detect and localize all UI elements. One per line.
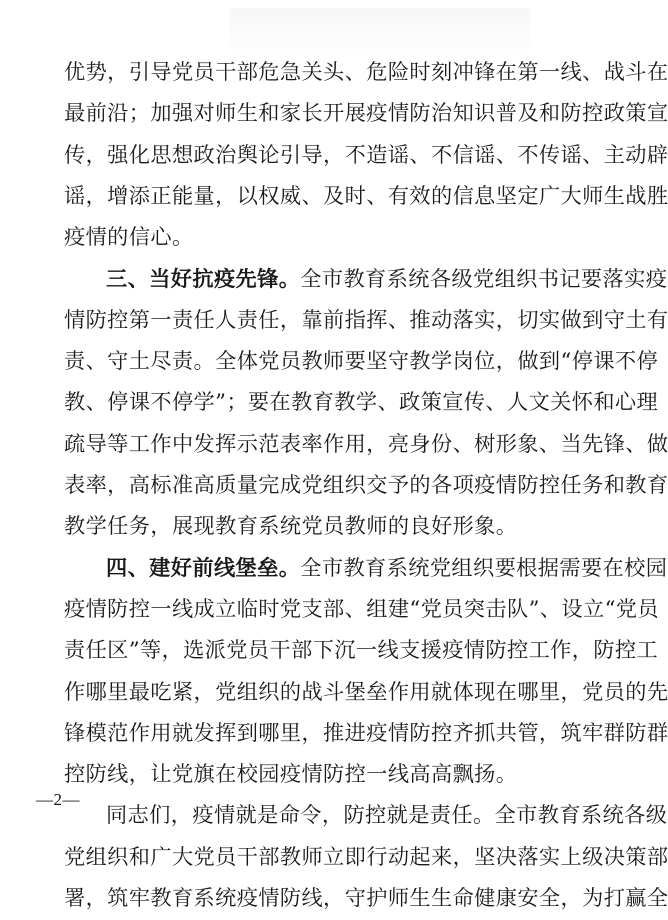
- text-line: 最前沿；加强对师生和家长开展疫情防治知识普及和防控政策宣: [64, 100, 668, 125]
- text-line: 教学任务，展现教育系统党员教师的良好形象。: [64, 513, 518, 538]
- show-through-shadow: [230, 8, 530, 56]
- text-line: 疫情的信心。: [64, 224, 194, 249]
- section-3-heading: 三、当好抗疫先锋。: [106, 266, 301, 291]
- section-3-text: 全市教育系统各级党组织书记要落实疫: [300, 266, 668, 291]
- text-line: 表率，高标准高质量完成党组织交予的各项疫情防控任务和教育: [64, 472, 668, 497]
- text-line: 传，强化思想政治舆论引导，不造谣、不信谣、不传谣、主动辟: [64, 142, 668, 167]
- section-4-text: 全市教育系统党组织要根据需要在校园: [300, 555, 668, 580]
- text-line: 责任区”等，选派党员干部下沉一线支援疫情防控工作，防控工: [64, 637, 659, 662]
- text-line: 疫情防控一线成立临时党支部、组建“党员突击队”、设立“党员: [64, 596, 659, 621]
- text-line: 党组织和广大党员干部教师立即行动起来，坚决落实上级决策部: [64, 844, 668, 869]
- text-line: 控防线，让党旗在校园疫情防控一线高高飘扬。: [64, 761, 518, 786]
- section-4-first-line: [106, 546, 668, 590]
- text-line: 署，筑牢教育系统疫情防线，守护师生生命健康安全，为打赢全: [64, 885, 668, 910]
- section-3-first-line: [106, 257, 668, 301]
- text-line: 责、守土尽责。全体党员教师要坚守教学岗位，做到“停课不停: [64, 348, 659, 373]
- closing-first-line: 同志们，疫情就是命令，防控就是责任。全市教育系统各级: [106, 802, 668, 827]
- text-line: 谣，增添正能量，以权威、及时、有效的信息坚定广大师生战胜: [64, 183, 668, 208]
- text-line: 情防控第一责任人责任，靠前指挥、推动落实，切实做到守土有: [64, 307, 668, 332]
- section-4-heading: 四、建好前线堡垒。: [106, 555, 301, 580]
- text-line: 优势，引导党员干部危急关头、危险时刻冲锋在第一线、战斗在: [64, 59, 668, 84]
- page-number: —2—: [36, 790, 80, 809]
- text-line: 作哪里最吃紧，党组织的战斗堡垒作用就体现在哪里，党员的先: [64, 679, 668, 704]
- text-line: 锋模范作用就发挥到哪里，推进疫情防控齐抓共管，筑牢群防群: [64, 720, 668, 745]
- text-line: 教、停课不停学”；要在教育教学、政策宣传、人文关怀和心理: [64, 389, 659, 414]
- text-line: 疏导等工作中发挥示范表率作用，亮身份、树形象、当先锋、做: [64, 431, 668, 456]
